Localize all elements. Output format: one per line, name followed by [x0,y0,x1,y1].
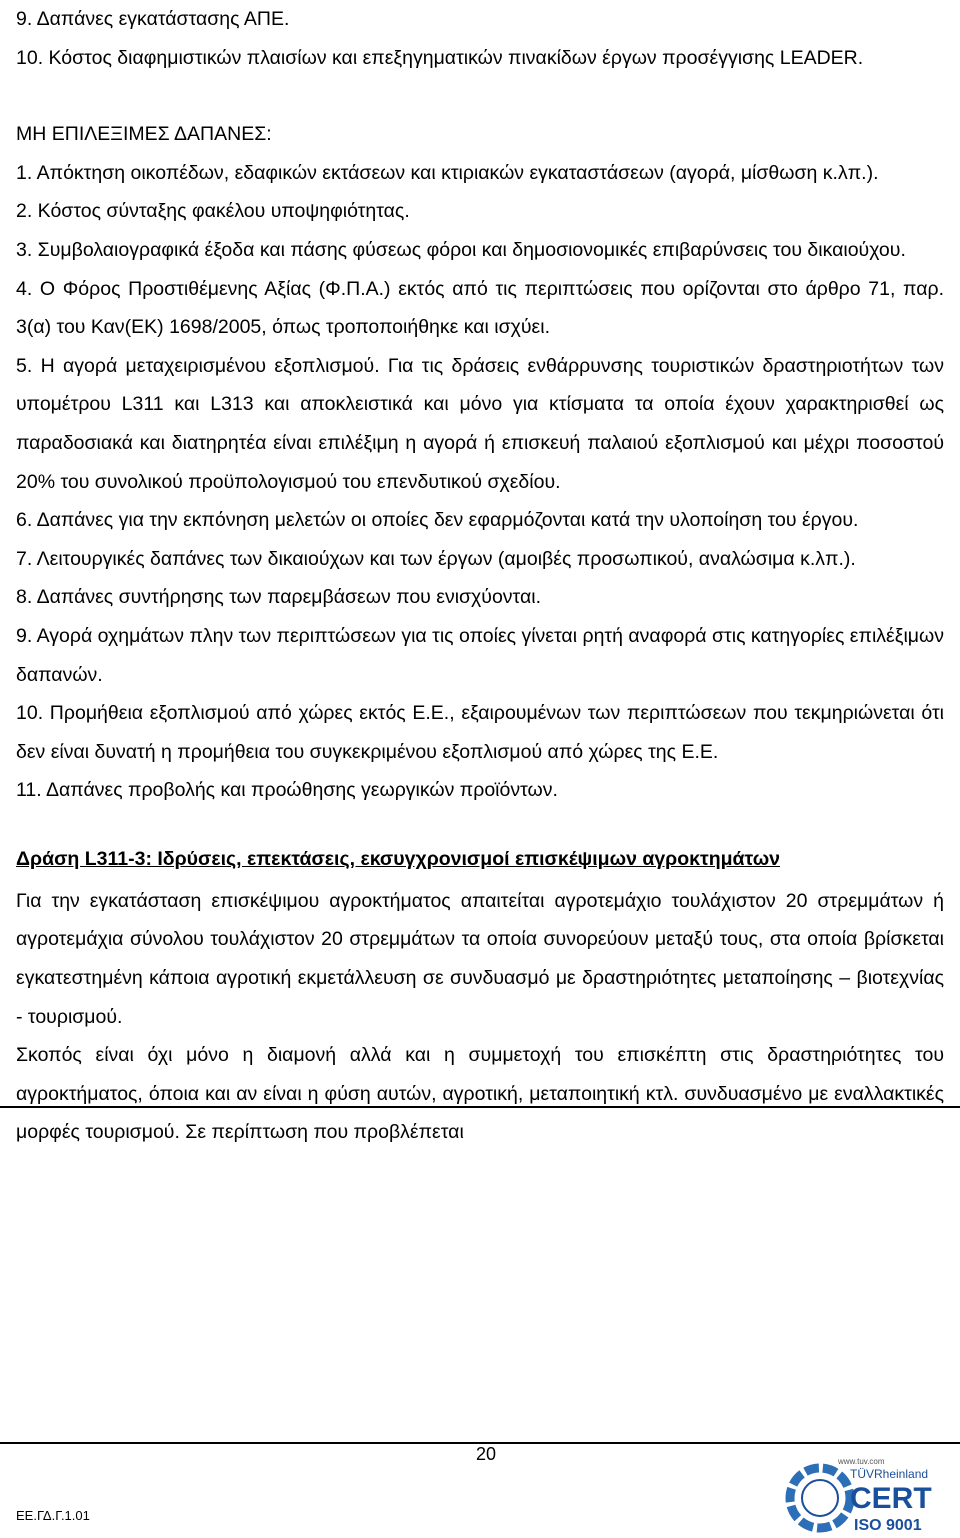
list-item: 1. Απόκτηση οικοπέδων, εδαφικών εκτάσεων και κτιριακών εγκαταστάσεων (αγορά, μίσθωση κ.λπ.). [16,161,879,184]
list-item: 7. Λειτουργικές δαπάνες των δικαιούχων και των έργων (αμοιβές προσωπικού, αναλώσιμα κ.λπ.). [16,547,856,570]
list-item: 2. Κόστος σύνταξης φακέλου υποψηφιότητας. [16,200,410,223]
section-heading-row [16,842,944,876]
list-item: 11. Δαπάνες προβολής και προώθησης γεωργικών προϊόντων. [16,779,558,802]
section-heading: Δράση L311-3: Ιδρύσεις, επεκτάσεις, εκσυγχρονισμοί επισκέψιμων αγροκτημάτων [16,847,781,870]
list-item: 6. Δαπάνες για την εκπόνηση μελετών οι οποίες δεν εφαρμόζονται κατά την υλοποίηση του έργου. [16,509,859,532]
list-item: 8. Δαπάνες συντήρησης των παρεμβάσεων που ενισχύονται. [16,586,542,609]
list-item: 10. Προμήθεια εξοπλισμού από χώρες εκτός Ε.Ε., εξαιρουμένων των περιπτώσεων που τεκμηριώνεται ότι δεν είναι δυνατή η προμήθεια του συγκεκριμένου εξοπλισμού από χώρες της Ε.Ε. [16,702,944,763]
list-item: 5. Η αγορά μεταχειρισμένου εξοπλισμού. Για τις δράσεις ενθάρρυνσης τουριστικών δραστηριοτήτων των υπομέτρου L311 και L313 και αποκλειστικά και μόνο για κτίσματα τα οποία έχουν χαρακτηρισθεί ως παραδοσιακά και διατηρητέα είναι επιλέξιμη η αγορά ή επισκευή παλαιού εξοπλισμού και μέχρι ποσοστού 20% του συνολικού προϋπολογισμού του επενδυτικού σχεδίου. [16,354,944,493]
list-item: 4. Ο Φόρος Προστιθέμενης Αξίας (Φ.Π.Α.) εκτός από τις περιπτώσεις που ορίζονται στο άρθρο 71, παρ. 3(α) του Καν(ΕΚ) 1698/2005, όπως τροποποιήθηκε και ισχύει. [16,277,944,339]
cert-site: www.tuv.com [838,1457,885,1466]
cert-word: CERT [850,1482,932,1515]
page-number: 20 [476,1444,497,1464]
line-leader-signs: 10. Κόστος διαφημιστικών πλαισίων και επεξηγηματικών πινακίδων έργων προσέγγισης LEADER. [16,46,864,69]
non-eligible-title: ΜΗ ΕΠΙΛΕΞΙΜΕΣ ΔΑΠΑΝΕΣ: [16,123,272,146]
section-paragraph: Για την εγκατάσταση επισκέψιμου αγροκτήματος απαιτείται αγροτεμάχιο τουλάχιστον 20 στρεμμάτων ή αγροτεμάχια σύνολου τουλάχιστον 20 στρεμμάτων τα οποία συνορεύουν μεταξύ τους, στα οποία βρίσκεται εγκατεστημένη κάποια αγροτική εκμετάλλευση σε συνδυασμό με δραστηριότητες μεταποίησης – βιοτεχνίας - τουρισμού. [16,889,944,1028]
document-body [16,0,944,1152]
tuv-cert-logo [784,1454,944,1534]
list-item: 3. Συμβολαιογραφικά έξοδα και πάσης φύσεως φόροι και δημοσιονομικές επιβαρύνσεις του δικαιούχου. [16,238,906,261]
cert-standard: ISO 9001 [854,1517,922,1534]
list-item: 9. Αγορά οχημάτων πλην των περιπτώσεων για τις οποίες γίνεται ρητή αναφορά στις κατηγορίες επιλέξιμων δαπανών. [16,624,944,686]
document-code: ΕΕ.ΓΔ.Γ.1.01 [16,1508,90,1523]
section-paragraph: Σκοπός είναι όχι μόνο η διαμονή αλλά και η συμμετοχή του επισκέπτη στις δραστηριότητες του αγροκτήματος, όποια και αν είναι η φύση αυτών, αγροτική, μεταποιητική κτλ. συνδυασμένο με εναλλακτικές μορφές τουρισμού. Σε περίπτωση που προβλέπεται [16,1044,944,1144]
section-top-rule [0,1106,960,1108]
line-ape-costs: 9. Δαπάνες εγκατάστασης ΑΠΕ. [16,8,290,30]
cert-brand: TÜVRheinland [850,1467,929,1481]
